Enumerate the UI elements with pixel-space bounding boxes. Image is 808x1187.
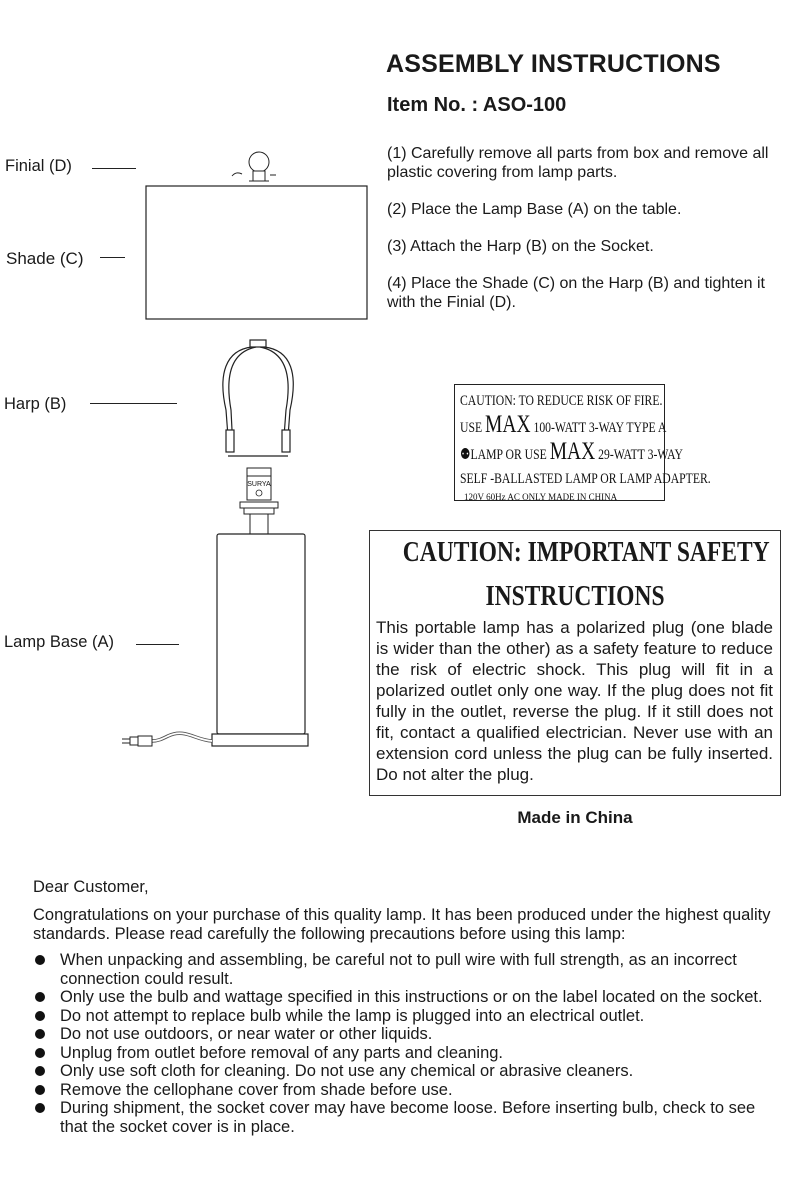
bullet-icon (35, 1029, 45, 1039)
step-2: (2) Place the Lamp Base (A) on the table. (387, 201, 682, 218)
made-in-label: Made in China (517, 808, 633, 827)
letter-greeting: Dear Customer, (33, 878, 149, 896)
socket-drawing (240, 468, 278, 534)
list-item (33, 1044, 783, 1063)
harp-leader-line (90, 403, 177, 404)
list-item-text: Do not attempt to replace bulb while the lamp is plugged into an electrical outlet. (60, 1006, 645, 1025)
finial-label: Finial (D) (5, 157, 72, 175)
list-item-text: Remove the cellophane cover from shade before use. (60, 1080, 453, 1099)
list-item (33, 1025, 783, 1044)
letter-intro: Congratulations on your purchase of this quality lamp. It has been produced under the highest quality standards. Please read carefully the following precautions before using this lamp: (33, 906, 771, 943)
bullet-icon (35, 1066, 45, 1076)
bullet-icon (35, 992, 45, 1002)
shade-drawing (146, 186, 367, 319)
step-1: (1) Carefully remove all parts from box and remove all plastic covering from lamp parts. (387, 145, 769, 181)
warning-line-2-a: USE (460, 420, 486, 436)
lamp-base-drawing (212, 534, 308, 746)
list-item-text: Only use soft cloth for cleaning. Do not use any chemical or abrasive cleaners. (60, 1062, 634, 1080)
harp-label: Harp (B) (4, 395, 67, 413)
list-item-text: Unplug from outlet before removal of any parts and cleaning. (60, 1043, 504, 1062)
warning-max-1: MAX (485, 411, 531, 438)
socket-brand: SURYA (247, 481, 271, 488)
finial-leader-line (92, 168, 136, 169)
step-3: (3) Attach the Harp (B) on the Socket. (387, 238, 654, 255)
warning-line-3 (460, 438, 683, 467)
cord-and-plug-drawing (122, 733, 212, 746)
lamp-base-leader-line (136, 644, 179, 645)
page-title: ASSEMBLY INSTRUCTIONS (386, 50, 721, 78)
shade-label: Shade (C) (6, 249, 84, 268)
warning-line-3-a: LAMP OR USE (470, 447, 550, 463)
bulb-icon: ⚉ (460, 447, 471, 463)
fire-warning-label (454, 384, 711, 502)
list-item (33, 988, 783, 1007)
warning-line-3-b: 29-WATT 3-WAY (595, 447, 683, 463)
list-item (33, 1099, 783, 1136)
bullet-icon (35, 955, 45, 965)
lamp-base-label: Lamp Base (A) (4, 633, 115, 651)
harp-drawing (223, 340, 293, 456)
assembly-steps (387, 144, 787, 330)
finial-drawing (232, 152, 276, 181)
list-item-text: Do not use outdoors, or near water or other liquids. (60, 1025, 433, 1043)
warning-line-1: CAUTION: TO REDUCE RISK OF FIRE. (460, 393, 663, 409)
warning-max-2: MAX (549, 438, 596, 465)
list-item (33, 1081, 783, 1100)
list-item-text: Only use the bulb and wattage specified in this instructions or on the label located on the socket. (60, 988, 763, 1006)
caution-heading-1: CAUTION: IMPORTANT SAFETY (402, 537, 770, 568)
bullet-icon (35, 1103, 45, 1113)
warning-line-5: 120V 60Hz AC ONLY MADE IN CHINA (464, 492, 618, 502)
precautions-list (33, 951, 783, 1136)
safety-caution-box (369, 530, 781, 796)
bullet-icon (35, 1011, 45, 1021)
item-number: Item No. : ASO-100 (387, 94, 567, 116)
shade-leader-line (100, 257, 125, 258)
list-item-text: During shipment, the socket cover may have become loose. Before inserting bulb, check to see that the socket cover is in place. (60, 1099, 756, 1136)
bullet-icon (35, 1048, 45, 1058)
caution-body: This portable lamp has a polarized plug (one blade is wider than the other) as a safety feature to reduce the risk of electric shock. This plug will fit in a polarized outlet only one way. If the plug does not fit fully in the outlet, reverse the plug. If it still does not fit, contact a qualified electrician. Never use with an extension cord unless the plug can be fully inserted. Do not alter the plug. (376, 618, 773, 784)
step-4: (4) Place the Shade (C) on the Harp (B) and tighten it with the Finial (D). (387, 275, 765, 311)
list-item (33, 1007, 783, 1026)
warning-line-2-b: 100-WATT 3-WAY TYPE A (530, 420, 667, 436)
list-item-text: When unpacking and assembling, be careful not to pull wire with full strength, as an incorrect connection could result. (60, 951, 737, 988)
list-item (33, 951, 783, 988)
warning-line-4: SELF -BALLASTED LAMP OR LAMP ADAPTER. (460, 471, 711, 487)
list-item (33, 1062, 783, 1081)
bullet-icon (35, 1085, 45, 1095)
warning-line-2 (460, 411, 667, 440)
caution-heading-2: INSTRUCTIONS (485, 581, 665, 612)
